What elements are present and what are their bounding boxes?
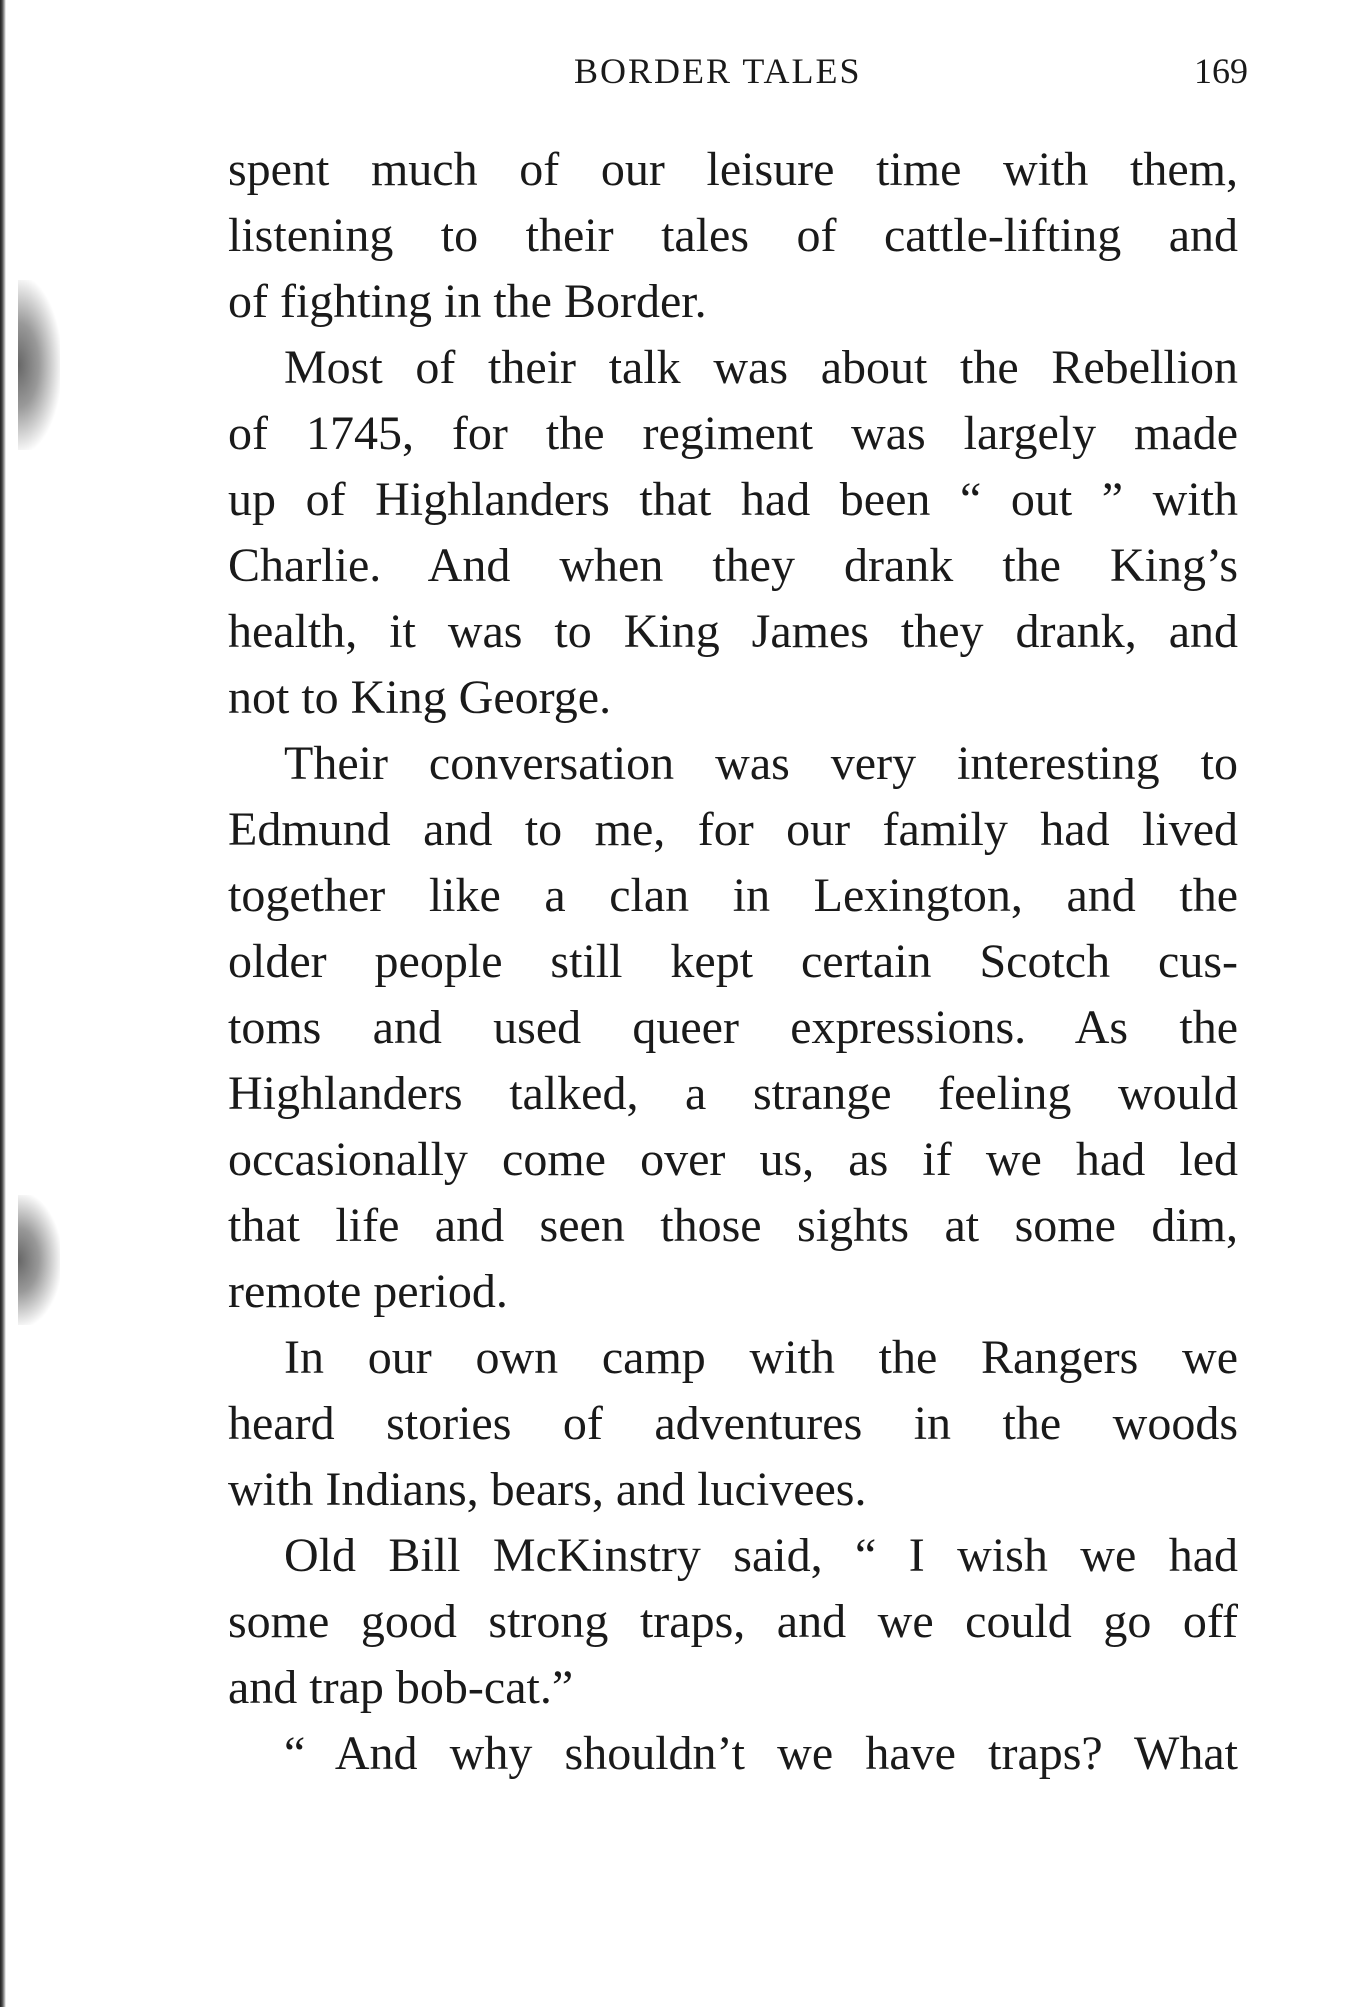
text-line: with Indians, bears, and lucivees. (228, 1463, 867, 1516)
paragraph (228, 335, 1238, 731)
paragraph (228, 1721, 1238, 1787)
text-line: Edmund and to me, for our family had lived (228, 803, 1238, 856)
binding-shadow-mark (18, 280, 60, 450)
page-number: 169 (1194, 51, 1248, 91)
text-line: Highlanders talked, a strange feeling would (228, 1067, 1238, 1120)
text-line: Charlie. And when they drank the King’s (228, 539, 1238, 592)
paragraph (228, 731, 1238, 1325)
text-line: spent much of our leisure time with them, (228, 143, 1238, 196)
text-line: and trap bob-cat.” (228, 1661, 574, 1714)
text-line: Old Bill McKinstry said, “ I wish we had (284, 1529, 1238, 1582)
text-line: health, it was to King James they drank, and (228, 605, 1238, 658)
paragraph (228, 1523, 1238, 1721)
text-line: heard stories of adventures in the woods (228, 1397, 1238, 1450)
text-line: up of Highlanders that had been “ out ” with (228, 473, 1238, 526)
text-line: Most of their talk was about the Rebellion (284, 341, 1238, 394)
text-line: occasionally come over us, as if we had led (228, 1133, 1238, 1186)
text-line: older people still kept certain Scotch cus- (228, 935, 1238, 988)
text-line: Their conversation was very interesting to (284, 737, 1238, 790)
text-line: listening to their tales of cattle-lifting and (228, 209, 1238, 262)
binding-edge (0, 0, 6, 2007)
running-head: BORDER TALES (574, 51, 862, 91)
paragraph (228, 137, 1238, 335)
text-line: toms and used queer expressions. As the (228, 1001, 1238, 1054)
text-line: that life and seen those sights at some dim, (228, 1199, 1238, 1252)
binding-shadow-mark (18, 1195, 60, 1325)
text-line: together like a clan in Lexington, and the (228, 869, 1238, 922)
paragraph (228, 1325, 1238, 1523)
page-header (0, 50, 1372, 100)
text-line: “ And why shouldn’t we have traps? What (284, 1727, 1238, 1780)
body-text (228, 137, 1238, 1787)
text-line: not to King George. (228, 671, 612, 724)
text-line: remote period. (228, 1265, 508, 1318)
text-line: In our own camp with the Rangers we (284, 1331, 1238, 1384)
text-line: of fighting in the Border. (228, 275, 707, 328)
text-line: some good strong traps, and we could go off (228, 1595, 1238, 1648)
text-line: of 1745, for the regiment was largely made (228, 407, 1238, 460)
